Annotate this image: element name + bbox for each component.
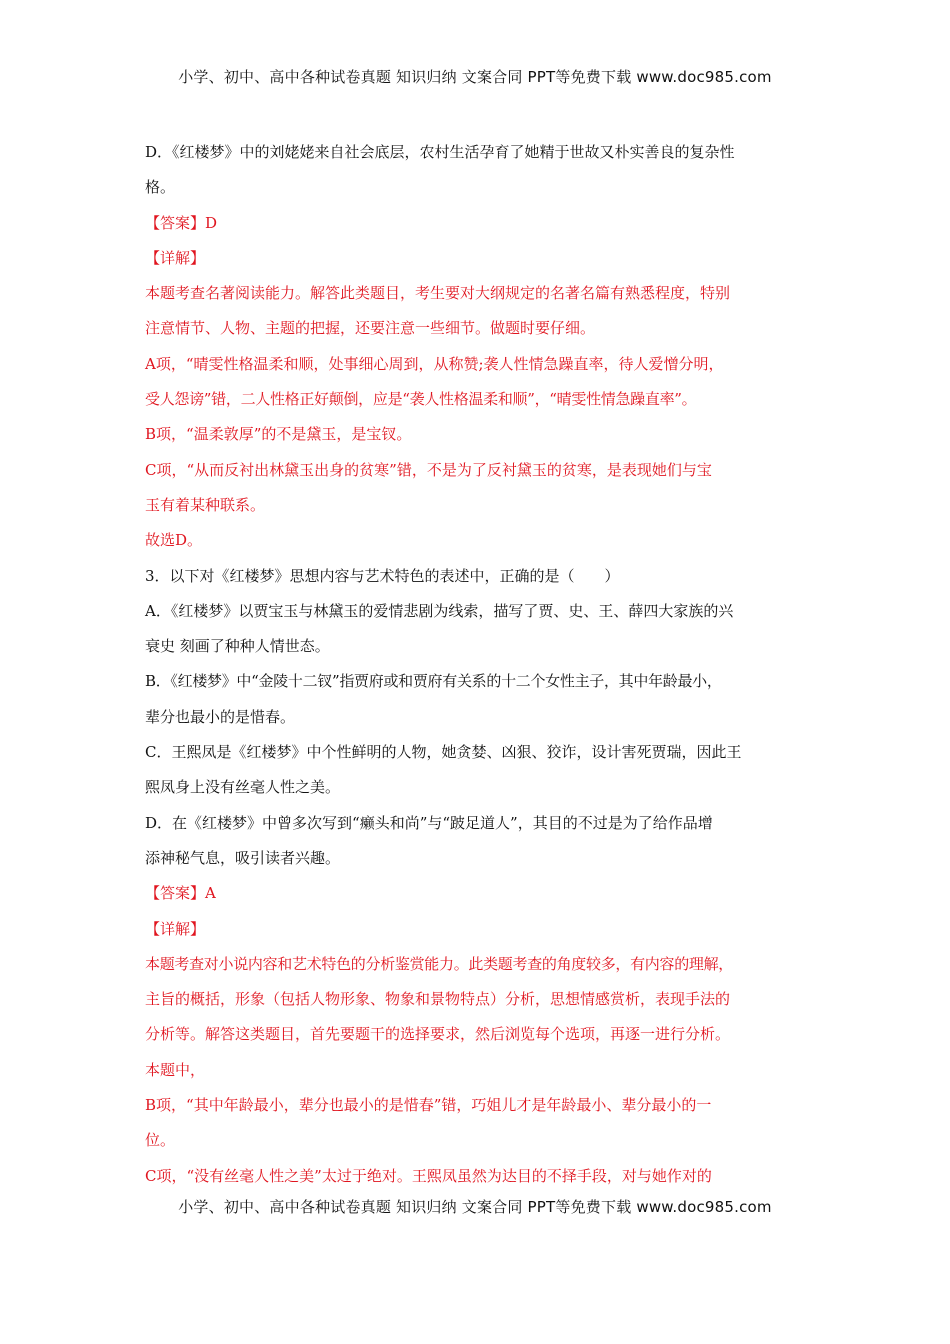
question-3-option-a: 衰史 刻画了种种人情世态。 — [145, 637, 330, 656]
answer-label: 【答案】A — [145, 884, 216, 903]
explanation-option-c: C项，“没有丝毫人性之美”太过于绝对。王熙凤虽然为达目的不择手段，对与她作对的 — [145, 1166, 712, 1185]
question-3-stem: 3．以下对《红楼梦》思想内容与艺术特色的表述中，正确的是（ ） — [145, 566, 620, 585]
question-3-option-d: D．在《红楼梦》中曾多次写到“癞头和尚”与“跛足道人”，其目的不过是为了给作品增 — [145, 813, 713, 832]
explanation-option-c: 玉有着某种联系。 — [145, 495, 266, 514]
option-d-text-cont: 格。 — [145, 178, 176, 197]
explanation-option-b: B项，“温柔敦厚”的不是黛玉，是宝钗。 — [145, 425, 412, 444]
explanation-option-b: 位。 — [145, 1131, 176, 1150]
explanation-text: 本题考查名著阅读能力。解答此类题目，考生要对大纲规定的名著名篇有熟悉程度，特别 — [145, 284, 731, 303]
question-3-option-c: 熙凤身上没有丝毫人性之美。 — [145, 778, 341, 797]
explanation-text: 注意情节、人物、主题的把握，还要注意一些细节。做题时要仔细。 — [145, 319, 596, 338]
question-3-option-c: C．王熙凤是《红楼梦》中个性鲜明的人物，她贪婪、凶狠、狡诈，设计害死贾瑞，因此王 — [145, 743, 742, 762]
explanation-text: 本题考查对小说内容和艺术特色的分析鉴赏能力。此类题考查的角度较多，有内容的理解， — [145, 954, 734, 973]
explanation-option-c: C项，“从而反衬出林黛玉出身的贫寒”错，不是为了反衬黛玉的贫寒，是表现她们与宝 — [145, 460, 712, 479]
question-3-option-a: A．《红楼梦》以贾宝玉与林黛玉的爱情悲剧为线索，描写了贾、史、王、薛四大家族的兴 — [145, 601, 734, 620]
explanation-option-b: B项，“其中年龄最小，辈分也最小的是惜春”错，巧姐儿才是年龄最小、辈分最小的一 — [145, 1096, 712, 1115]
explanation-label: 【详解】 — [145, 919, 206, 938]
document-body — [145, 135, 825, 1194]
explanation-label: 【详解】 — [145, 248, 206, 267]
question-3-option-b: 辈分也最小的是惜春。 — [145, 707, 296, 726]
explanation-text: 分析等。解答这类题目，首先要题干的选择要求，然后浏览每个选项，再逐一进行分析。 — [145, 1025, 731, 1044]
explanation-option-a: A项，“晴雯性格温柔和顺，处事细心周到，从称赞;袭人性情急躁直率，待人爱憎分明， — [145, 354, 724, 373]
header-banner: 小学、初中、高中各种试卷真题 知识归纳 文案合同 PPT等免费下载 www.doc985.com — [178, 68, 772, 86]
question-3-option-b: B．《红楼梦》中“金陵十二钗”指贾府或和贾府有关系的十二个女性主子，其中年龄最小， — [145, 672, 722, 691]
explanation-text: 主旨的概括，形象（包括人物形象、物象和景物特点）分析，思想情感赏析，表现手法的 — [145, 990, 731, 1009]
explanation-option-a: 受人怨谤”错，二人性格正好颠倒，应是“袭人性格温柔和顺”，“晴雯性情急躁直率”。 — [145, 390, 697, 409]
answer-label: 【答案】D — [145, 213, 218, 232]
conclusion: 故选D。 — [145, 531, 203, 550]
question-3-option-d: 添神秘气息，吸引读者兴趣。 — [145, 848, 341, 867]
option-d-text: D．《红楼梦》中的刘姥姥来自社会底层，农村生活孕育了她精于世故又朴实善良的复杂性 — [145, 143, 735, 161]
explanation-text: 本题中， — [145, 1060, 206, 1079]
footer-banner: 小学、初中、高中各种试卷真题 知识归纳 文案合同 PPT等免费下载 www.doc985.com — [178, 1198, 772, 1216]
